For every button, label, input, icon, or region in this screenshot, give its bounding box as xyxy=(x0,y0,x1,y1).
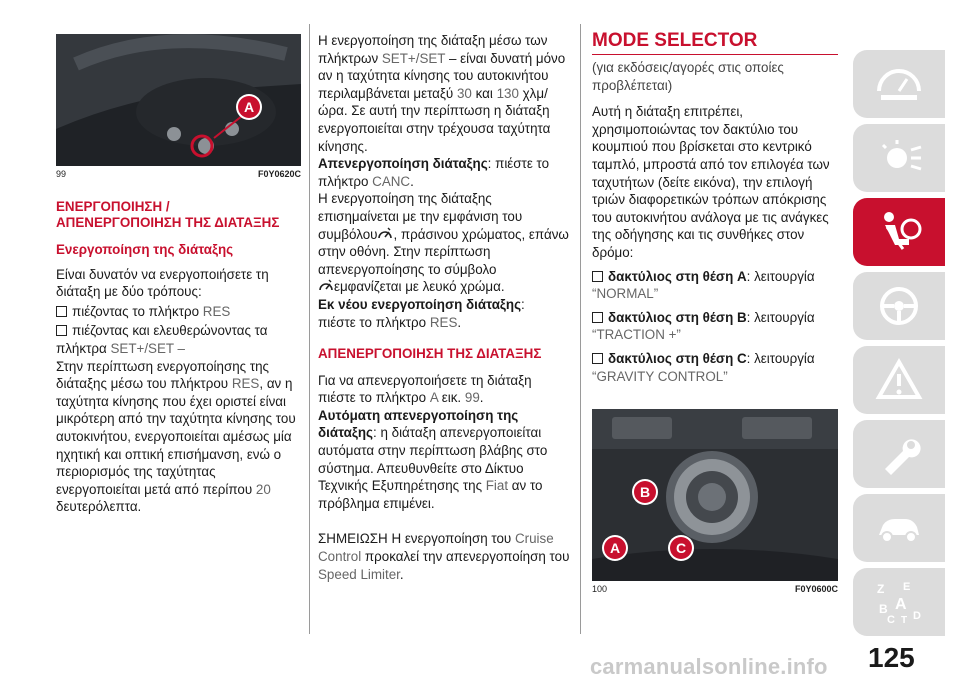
column-divider xyxy=(309,24,310,634)
side-tab-dashboard[interactable] xyxy=(853,50,945,118)
lights-icon xyxy=(873,135,925,181)
paragraph-set-range: Η ενεργοποίηση της διάταξη μέσω των πλήκτρων SET+/SET – είναι δυνατή μόνο αν η ταχύτητα κίνησης του αυτοκινήτου περιλαμβάνεται μεταξύ 30 και 130 χλμ/ώρα. Σε αυτή την περίπτωση η διάταξη ενεργοποιείται στην τρέχουσα ταχύτητα κίνησης. xyxy=(318,33,566,154)
car-specs-icon xyxy=(873,505,925,551)
subheading-activation: Ενεργοποίηση της διάταξης xyxy=(56,242,234,257)
callout-a-badge: A xyxy=(604,537,626,559)
index-letter: T xyxy=(901,615,908,625)
index-letter: Z xyxy=(877,582,885,596)
checkbox-bullet-icon xyxy=(592,312,603,323)
mode-item-a: δακτύλιος στη θέση A: λειτουργία “NORMAL” xyxy=(592,268,815,302)
figure-code: F0Y0620C xyxy=(257,169,301,179)
callout-a-badge: A xyxy=(238,96,260,118)
index-letters-icon xyxy=(873,579,925,625)
mode-list xyxy=(592,268,838,386)
watermark: carmanualsonline.info xyxy=(590,654,828,678)
side-tab-safety[interactable] xyxy=(853,198,945,266)
figure-code: F0Y0600C xyxy=(794,584,838,595)
index-letter: A xyxy=(895,596,907,613)
availability-note: (για εκδόσεις/αγορές στις οποίες προβλέπεται) xyxy=(592,60,784,93)
column-divider xyxy=(580,24,581,634)
side-tab-maintenance[interactable] xyxy=(853,420,945,488)
figure-caption-99 xyxy=(56,169,301,179)
callout-c-badge: C xyxy=(670,537,692,559)
checkbox-bullet-icon xyxy=(56,325,67,336)
checkbox-bullet-icon xyxy=(592,353,603,364)
bullet-set: πιέζοντας και ελευθερώνοντας τα πλήκτρα SET+/SET – xyxy=(56,323,268,356)
paragraph-deactivate-button: Για να απενεργοποιήσετε τη διάταξη πιέστε το πλήκτρο A εικ. 99. xyxy=(318,372,532,406)
figure-caption-100 xyxy=(592,584,838,594)
warning-triangle-icon xyxy=(873,357,925,403)
mode-item-c: δακτύλιος στη θέση C: λειτουργία “GRAVITY CONTROL” xyxy=(592,350,815,384)
steering-wheel-photo xyxy=(56,34,301,166)
paragraph-deactivation: Απενεργοποίηση διάταξης: πιέστε το πλήκτρο CANC. xyxy=(318,156,550,189)
checkbox-bullet-icon xyxy=(56,306,67,317)
mode-intro: Αυτή η διάταξη επιτρέπει, χρησιμοποιώντας τον δακτύλιο του κουμπιού που βρίσκεται στο κεντρικό ταμπλό, μπροστά από τον επιλογέα των ταχυτήτων (δείτε εικόνα), την επιλογή τριών διαφορετικών τρόπων απόκρισης του αυτοκινήτου ανάλογα με τις ανάγκες της οδήγησης και τις συνθήκες στον δρόμο: xyxy=(592,104,830,260)
checkbox-bullet-icon xyxy=(592,271,603,282)
column-middle xyxy=(318,32,572,583)
index-letter: C xyxy=(887,614,895,625)
column-right xyxy=(592,30,838,594)
side-tab-driving[interactable] xyxy=(853,272,945,340)
figure-number: 100 xyxy=(592,584,608,595)
heading-deactivation: ΑΠΕΝΕΡΓΟΠΟΙΗΣΗ ΤΗΣ ΔΙΑΤΑΞΗΣ xyxy=(318,346,542,362)
figure-mode-selector xyxy=(592,409,838,581)
steering-wheel-icon xyxy=(873,283,925,329)
page-number: 125 xyxy=(868,642,915,673)
paragraph-symbol: Η ενεργοποίηση της διάταξης επισημαίνεται με την εμφάνιση του συμβόλου , πράσινου χρώματος, επάνω στην οθόνη. Στην περίπτωση απενεργοποίησης το σύμβολο εμφανίζεται με λευκό χρώμα. xyxy=(318,191,569,295)
index-letter: D xyxy=(913,610,921,622)
figure-number: 99 xyxy=(56,169,67,179)
paragraph-auto-deactivation: Αυτόματη απενεργοποίηση της διάταξης: η διάταξη απενεργοποιείται αυτόματα στην περίπτωση βλάβης στο σύστημα. Απευθυνθείτε στο Δίκτυο Τεχνικής Εξυπηρέτησης της Fiat αν το πρόβλημα επιμένει. xyxy=(318,407,548,511)
mode-item-b: δακτύλιος στη θέση B: λειτουργία “TRACTION +” xyxy=(592,309,815,343)
bullet-res: πιέζοντας το πλήκτρο RES xyxy=(56,303,301,321)
note-paragraph: ΣΗΜΕΙΩΣΗ Η ενεργοποίηση του Cruise Control προκαλεί την απενεργοποίηση του Speed Limiter. xyxy=(318,531,570,582)
mode-selector-photo xyxy=(592,409,838,581)
side-tab-emergency[interactable] xyxy=(853,346,945,414)
intro-paragraph: Είναι δυνατόν να ενεργοποιήσετε τη διάταξη με δύο τρόπους: xyxy=(56,266,269,300)
airbag-safety-icon xyxy=(873,209,925,255)
side-tab-index[interactable] xyxy=(853,568,945,636)
speed-limiter-icon xyxy=(377,227,393,241)
index-letter: E xyxy=(903,581,911,593)
column-left xyxy=(56,0,301,516)
side-tab-technical[interactable] xyxy=(853,494,945,562)
body-paragraph: Στην περίπτωση ενεργοποίησης της διάταξης μέσω του πλήκτρου RES, αν η ταχύτητα κίνησης που έχει οριστεί είναι μικρότερη από την ταχύτητα κίνησης του αυτοκινήτου, ενεργοποιείται αμέσως μία ηχητική και οπτική επισήμανση, ενώ ο περιορισμός της ταχύτητας ενεργοποιείται μετά από περίπου 20 δευτερόλεπτα. xyxy=(56,358,296,515)
section-heading: ΕΝΕΡΓΟΠΟΙΗΣΗ / ΑΠΕΝΕΡΓΟΠΟΙΗΣΗ ΤΗΣ ΔΙΑΤΑΞΗΣ xyxy=(56,199,280,230)
paragraph-reactivation: Εκ νέου ενεργοποίηση διάταξης: πιέστε το πλήκτρο RES. xyxy=(318,296,525,330)
side-tab-lights[interactable] xyxy=(853,124,945,192)
figure-steering-wheel xyxy=(56,34,301,166)
dashboard-icon xyxy=(873,61,925,107)
wrench-icon xyxy=(873,431,925,477)
callout-b-badge: B xyxy=(634,481,656,503)
mode-selector-heading: MODE SELECTOR xyxy=(592,30,838,55)
speed-limiter-icon xyxy=(318,279,334,293)
index-letter: B xyxy=(879,602,888,616)
